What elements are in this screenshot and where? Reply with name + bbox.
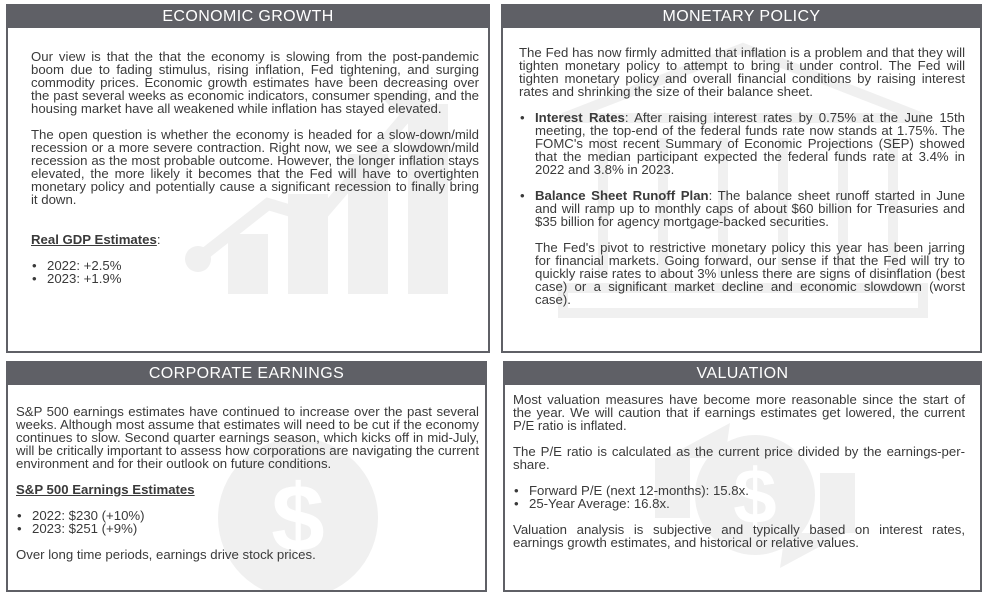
monetary-policy-closing: The Fed's pivot to restrictive monetary policy this year has been jarring for financial markets. Going forward, our sense if that the Fed will try to quickly raise rates to about 3% unless there are signs of disinflation (best case) or a significant market decline and economic slowdown (worst case). [535, 240, 965, 307]
economic-growth-body [31, 50, 479, 285]
list-item: • 2023: +1.9% [31, 272, 479, 285]
monetary-policy-intro: The Fed has now firmly admitted that inflation is a problem and that they will tighten monetary policy to attempt to bring it under control. The Fed will tighten monetary policy and overall financial conditions by raising interest rates and shrinking the size of their balance sheet. [519, 45, 965, 99]
valuation-panel [503, 361, 982, 592]
monetary-policy-body [519, 46, 965, 306]
corporate-earnings-title: CORPORATE EARNINGS [8, 363, 485, 385]
gdp-estimates-colon: : [156, 232, 161, 247]
gdp-estimates-list [31, 259, 479, 285]
list-item: • 2022: +2.5% [31, 259, 479, 272]
svg-text:$: $ [271, 465, 325, 572]
valuation-closing: Valuation analysis is subjective and typically based on interest rates, earnings growth estimates, and historical or relative values. [513, 522, 965, 550]
economic-growth-paragraph-2: The open question is whether the economy is headed for a slow-down/mild recession or a more severe contraction. Right now, we see a slowdown/mild recession as the most probable outcome. However, the longer inflation stays elevated, the more likely it becomes that the Fed will have to overtighten monetary policy and potentially cause a significant recession to finally bring it down. [31, 127, 479, 207]
list-item: • 25-Year Average: 16.8x. [513, 497, 965, 510]
interest-rates-label: Interest Rates [535, 110, 625, 125]
gdp-estimates-heading-line [31, 233, 479, 246]
economic-growth-panel [6, 4, 490, 353]
svg-text:$: $ [733, 452, 777, 540]
valuation-paragraph-1: Most valuation measures have become more reasonable since the start of the year. We will caution that if earnings estimates get lowered, the current P/E ratio is inflated. [513, 392, 965, 433]
list-item: • 2022: $230 (+10%) [16, 509, 479, 522]
monetary-policy-title: MONETARY POLICY [503, 6, 980, 28]
monetary-policy-panel [501, 4, 982, 353]
monetary-policy-list [519, 111, 965, 228]
list-item [519, 111, 965, 176]
economic-growth-title: ECONOMIC GROWTH [8, 6, 488, 28]
list-item: • Forward P/E (next 12-months): 15.8x. [513, 484, 965, 497]
sp500-estimates-list [16, 509, 479, 535]
corporate-earnings-body [16, 405, 479, 561]
balance-sheet-text: : The balance sheet runoff started in June and will ramp up to monthly caps of about $60 billion for Treasuries and $35 billion for agency mortgage-backed securities. [535, 188, 965, 229]
valuation-body [513, 393, 965, 549]
economic-growth-paragraph-1: Our view is that the that the economy is slowing from the post-pandemic boom due to fading stimulus, rising inflation, Fed tightening, and surging commodity prices. Economic growth estimates have been decreasing over the past several weeks as economic indicators, consumer spending, and the housing market have all weakened while inflation has stayed elevated. [31, 49, 479, 116]
gdp-estimates-heading: Real GDP Estimates [31, 232, 157, 247]
list-item [519, 189, 965, 228]
corporate-earnings-closing: Over long time periods, earnings drive stock prices. [16, 547, 316, 562]
corporate-earnings-paragraph: S&P 500 earnings estimates have continued to increase over the past several weeks. Although most assume that estimates will need to be cut if the economy continues to slow. Second quarter earnings season, which kicks off in mid-July, will be critically important to assess how corporations are navigating the current environment and for their outlook on future conditions. [16, 404, 479, 471]
balance-sheet-label: Balance Sheet Runoff Plan [535, 188, 709, 203]
interest-rates-text: : After raising interest rates by 0.75% at the June 15th meeting, the top-end of the federal funds rate now stands at 1.75%. The FOMC's most recent Summary of Economic Projections (SEP) showed that the median participant expected the federal funds rate at 3.4% in 2022 and 3.8% in 2023. [535, 110, 965, 177]
sp500-estimates-heading: S&P 500 Earnings Estimates [16, 482, 195, 497]
list-item: • 2023: $251 (+9%) [16, 522, 479, 535]
valuation-title: VALUATION [505, 363, 980, 385]
valuation-paragraph-2: The P/E ratio is calculated as the current price divided by the earnings-per-share. [513, 444, 965, 472]
valuation-list [513, 484, 965, 510]
corporate-earnings-panel [6, 361, 487, 592]
